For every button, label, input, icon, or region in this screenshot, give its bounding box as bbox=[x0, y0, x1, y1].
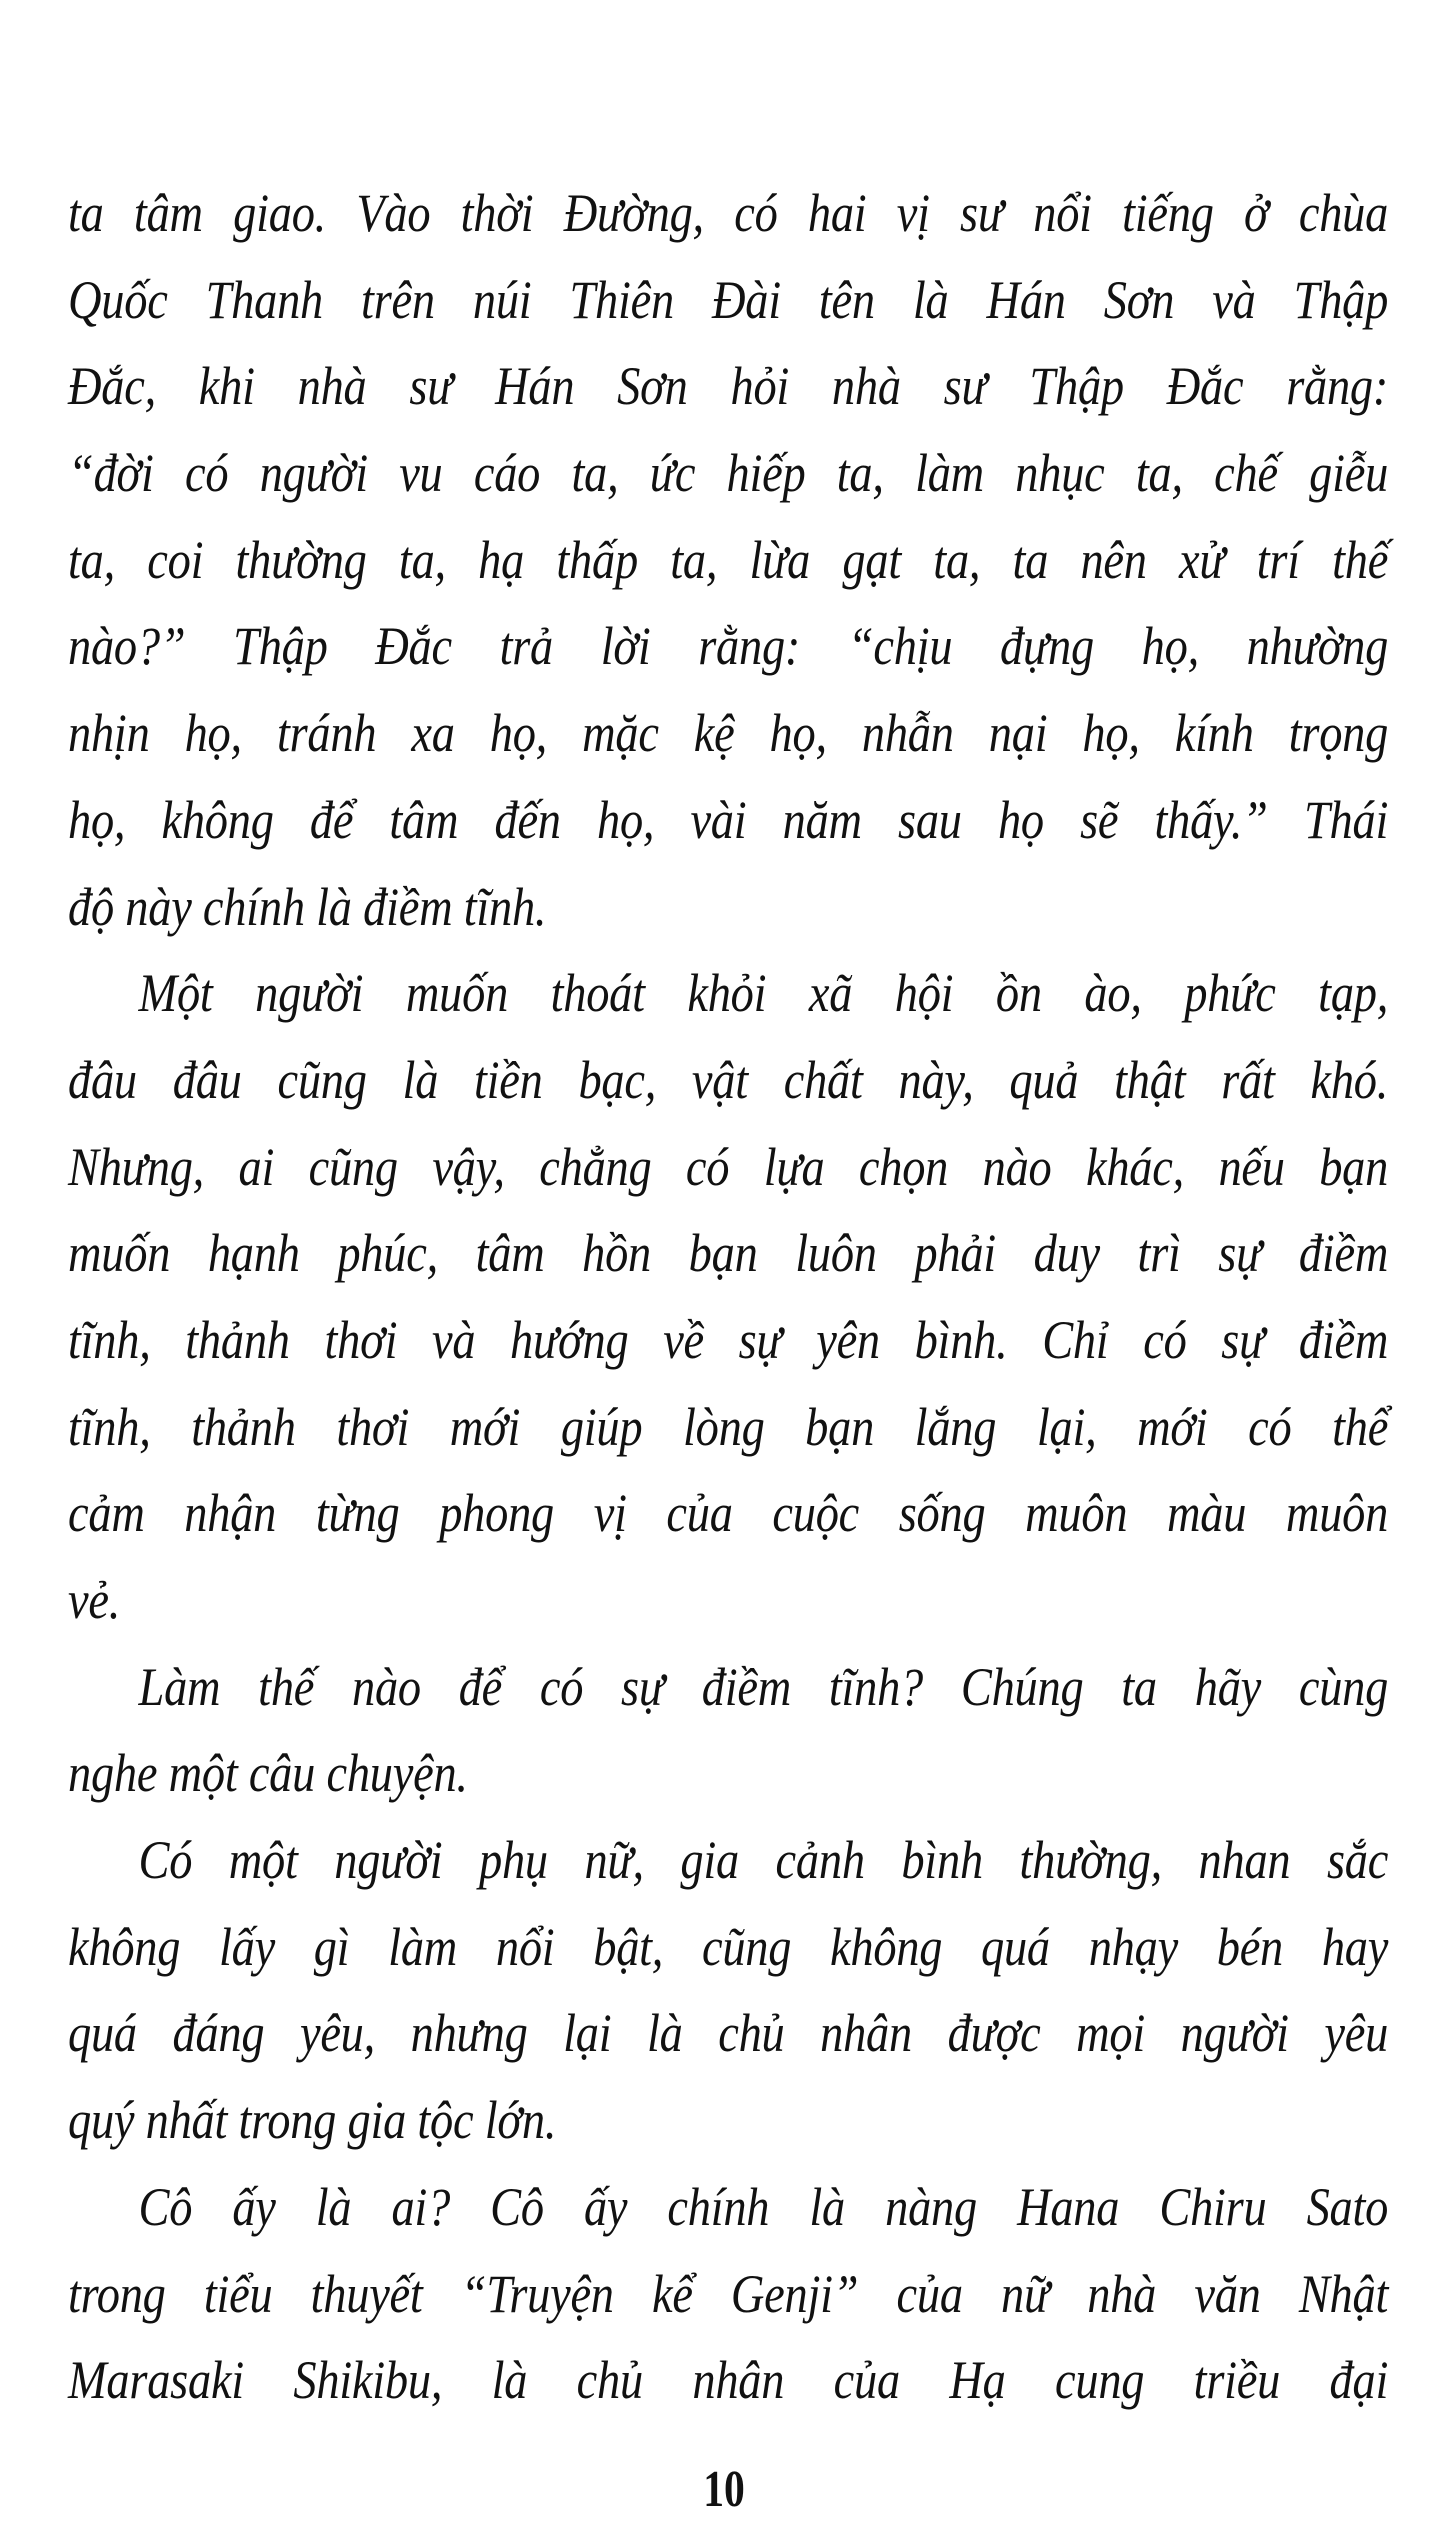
text-line: cảm nhận từng phong vị của cuộc sống muôn màu muôn bbox=[68, 1483, 1389, 1544]
body-text bbox=[68, 170, 1388, 2424]
text-line: vẻ. bbox=[68, 1570, 121, 1630]
text-line: Marasaki Shikibu, là chủ nhân của Hạ cung triều đại bbox=[68, 2350, 1389, 2411]
text-line: Đắc, khi nhà sư Hán Sơn hỏi nhà sư Thập Đắc rằng: bbox=[68, 356, 1389, 417]
text-line: nào?” Thập Đắc trả lời rằng: “chịu đựng họ, nhường bbox=[68, 616, 1389, 677]
text-line: Làm thế nào để có sự điềm tĩnh? Chúng ta hãy cùng bbox=[138, 1656, 1389, 1717]
text-line: ta tâm giao. Vào thời Đường, có hai vị sư nổi tiếng ở chùa bbox=[68, 183, 1389, 243]
text-line: ta, coi thường ta, hạ thấp ta, lừa gạt ta, ta nên xử trí thế bbox=[68, 529, 1389, 590]
text-line: Cô ấy là ai? Cô ấy chính là nàng Hana Chiru Sato bbox=[138, 2176, 1389, 2237]
text-line: Quốc Thanh trên núi Thiên Đài tên là Hán Sơn và Thập bbox=[68, 269, 1389, 330]
text-line: nhịn họ, tránh xa họ, mặc kệ họ, nhẫn nại họ, kính trọng bbox=[68, 703, 1389, 764]
page-number: 10 bbox=[703, 2461, 745, 2518]
text-line: tĩnh, thảnh thơi mới giúp lòng bạn lắng lại, mới có thể bbox=[68, 1396, 1389, 1457]
text-line: tĩnh, thảnh thơi và hướng về sự yên bình. Chỉ có sự điềm bbox=[68, 1309, 1389, 1370]
text-line: họ, không để tâm đến họ, vài năm sau họ sẽ thấy.” Thái bbox=[68, 789, 1389, 850]
text-line: trong tiểu thuyết “Truyện kể Genji” của nữ nhà văn Nhật bbox=[68, 2263, 1389, 2324]
text-line: độ này chính là điềm tĩnh. bbox=[68, 876, 547, 937]
text-line: “đời có người vu cáo ta, ức hiếp ta, làm nhục ta, chế giễu bbox=[68, 443, 1389, 504]
text-line: quá đáng yêu, nhưng lại là chủ nhân được mọi người yêu bbox=[68, 2003, 1389, 2064]
text-line: không lấy gì làm nổi bật, cũng không quá nhạy bén hay bbox=[68, 1916, 1389, 1977]
text-line: đâu đâu cũng là tiền bạc, vật chất này, quả thật rất khó. bbox=[68, 1049, 1389, 1110]
text-line: muốn hạnh phúc, tâm hồn bạn luôn phải duy trì sự điềm bbox=[68, 1223, 1389, 1284]
text-line: Nhưng, ai cũng vậy, chẳng có lựa chọn nào khác, nếu bạn bbox=[68, 1136, 1389, 1197]
text-line: Có một người phụ nữ, gia cảnh bình thường, nhan sắc bbox=[138, 1830, 1389, 1891]
text-line: nghe một câu chuyện. bbox=[68, 1743, 468, 1804]
text-line: Một người muốn thoát khỏi xã hội ồn ào, phức tạp, bbox=[138, 963, 1389, 1024]
text-line: quý nhất trong gia tộc lớn. bbox=[68, 2090, 557, 2151]
